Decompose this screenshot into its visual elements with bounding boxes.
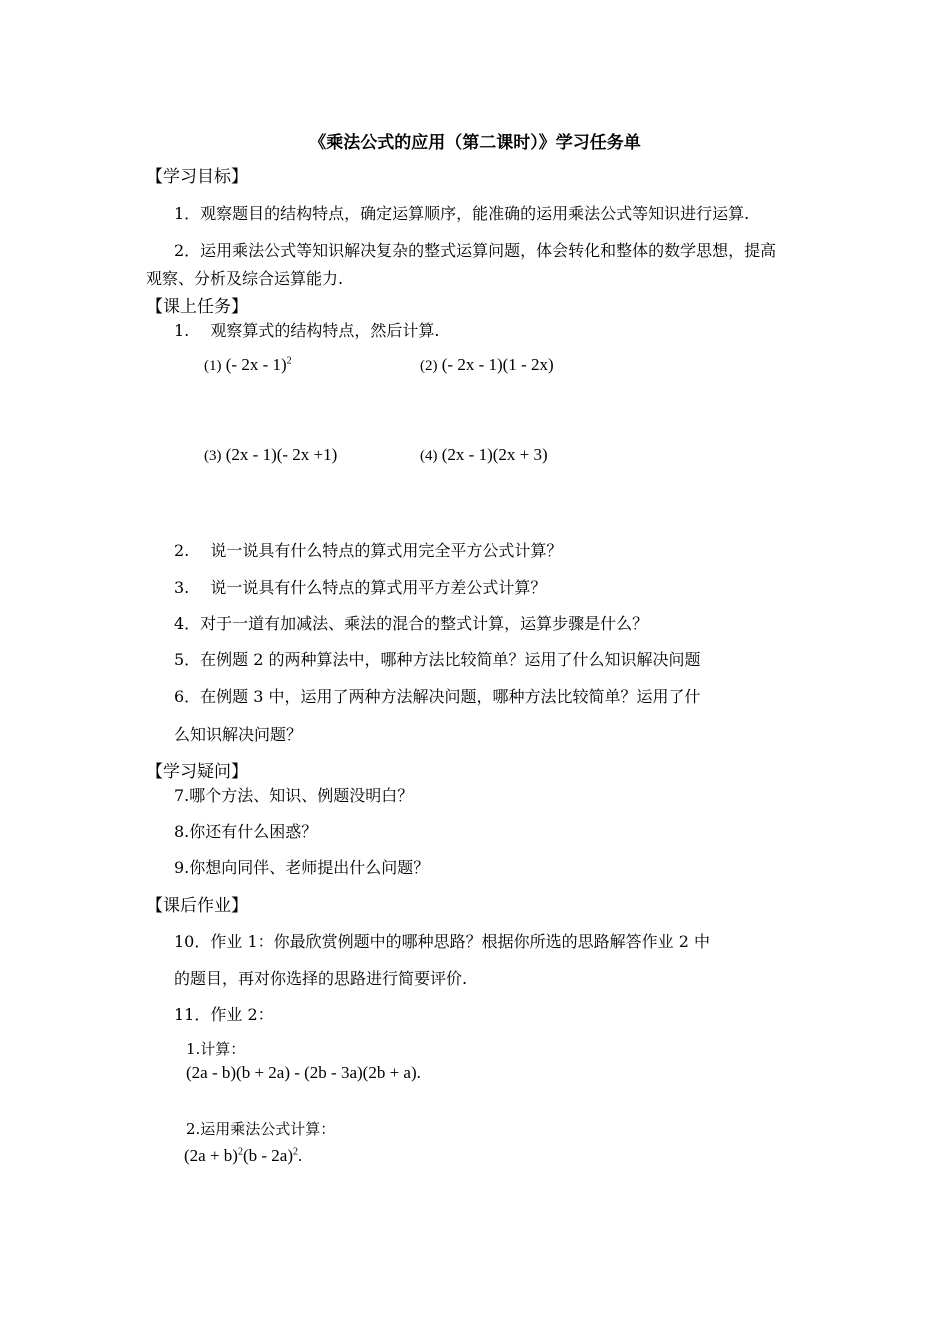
expression-4 (420, 445, 548, 465)
page-title: 《乘法公式的应用（第二课时）》学习任务单 (309, 133, 641, 153)
homework-11: 11．作业 2： (174, 1005, 274, 1024)
task-5: 5．在例题 2 的两种算法中，哪种方法比较简单？运用了什么知识解决问题 (174, 650, 701, 669)
calc-2-factor-a: (2a + b) (184, 1146, 238, 1165)
section-homework-heading: 【课后作业】 (146, 896, 248, 916)
expression-1-label: (1) (204, 358, 222, 374)
task-1: 1. 观察算式的结构特点，然后计算. (174, 321, 440, 340)
question-8: 8.你还有什么困惑？ (174, 822, 318, 841)
calc-2-label: 2.运用乘法公式计算： (186, 1120, 336, 1138)
goal-2-line1: 2．运用乘法公式等知识解决复杂的整式运算问题，体会转化和整体的数学思想，提高 (174, 241, 777, 260)
task-6-line1: 6．在例题 3 中，运用了两种方法解决问题，哪种方法比较简单？运用了什 (174, 687, 701, 706)
calc-2-exponent-a: 2 (237, 1146, 243, 1158)
task-4: 4．对于一道有加减法、乘法的混合的整式计算，运算步骤是什么？ (174, 614, 649, 633)
goal-2-line2: 观察、分析及综合运算能力. (146, 269, 344, 288)
expression-2-label: (2) (420, 358, 438, 374)
goal-1: 1．观察题目的结构特点，确定运算顺序，能准确的运用乘法公式等知识进行运算. (174, 204, 750, 223)
expression-2 (420, 355, 554, 375)
task-6-line2: 么知识解决问题？ (174, 725, 303, 744)
section-goals-heading: 【学习目标】 (146, 167, 248, 187)
expression-1-exponent: 2 (286, 355, 292, 367)
calc-2-end: . (298, 1146, 303, 1165)
question-9: 9.你想向同伴、老师提出什么问题？ (174, 858, 430, 877)
section-questions-heading: 【学习疑问】 (146, 762, 248, 782)
question-7: 7.哪个方法、知识、例题没明白？ (174, 786, 414, 805)
homework-10-line2: 的题目，再对你选择的思路进行简要评价. (174, 969, 468, 988)
expression-3-label: (3) (204, 448, 222, 464)
section-tasks-heading: 【课上任务】 (146, 297, 248, 317)
calc-2-factor-b: (b - 2a) (242, 1146, 293, 1165)
expression-2-body: (- 2x - 1)(1 - 2x) (441, 355, 554, 374)
expression-1-body: (- 2x - 1) (225, 355, 287, 374)
calc-1-expression: (2a - b)(b + 2a) - (2b - 3a)(2b + a). (186, 1063, 421, 1082)
homework-10-line1: 10．作业 1：你最欣赏例题中的哪种思路？根据你所选的思路解答作业 2 中 (174, 932, 710, 951)
expression-3-body: (2x - 1)(- 2x +1) (225, 445, 338, 464)
expression-1 (204, 355, 292, 375)
expression-3 (204, 445, 337, 465)
task-2: 2. 说一说具有什么特点的算式用完全平方公式计算？ (174, 541, 563, 560)
calc-1-label: 1.计算： (186, 1040, 246, 1058)
expression-4-body: (2x - 1)(2x + 3) (441, 445, 548, 464)
task-3: 3. 说一说具有什么特点的算式用平方差公式计算？ (174, 578, 547, 597)
expression-4-label: (4) (420, 448, 438, 464)
calc-2-expression (184, 1146, 302, 1166)
calc-2-exponent-b: 2 (293, 1146, 298, 1158)
